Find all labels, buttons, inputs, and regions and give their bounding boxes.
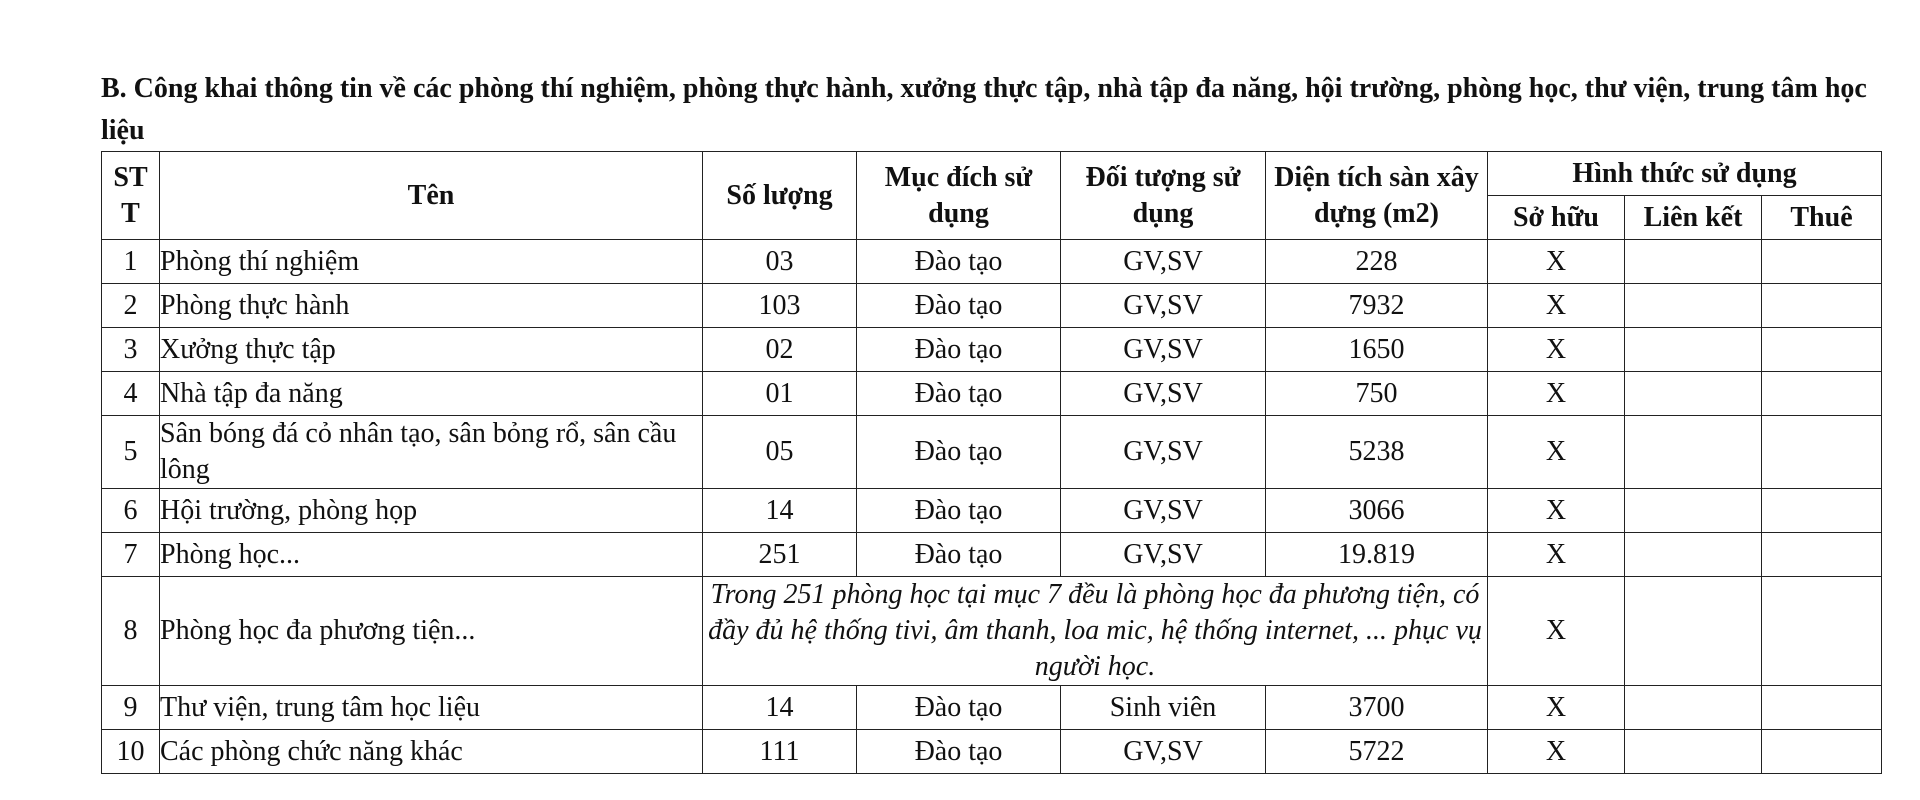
cell-so-luong: 111 <box>703 730 857 774</box>
cell-stt: 8 <box>102 577 160 686</box>
cell-dien-tich: 7932 <box>1266 284 1488 328</box>
cell-stt: 6 <box>102 489 160 533</box>
table-row <box>102 240 1882 284</box>
cell-ten: Phòng thực hành <box>160 284 703 328</box>
table-row <box>102 577 1882 686</box>
table-row <box>102 489 1882 533</box>
cell-muc-dich: Đào tạo <box>857 240 1061 284</box>
cell-doi-tuong: GV,SV <box>1061 372 1266 416</box>
cell-stt: 1 <box>102 240 160 284</box>
cell-ten: Phòng học đa phương tiện... <box>160 577 703 686</box>
cell-doi-tuong: GV,SV <box>1061 328 1266 372</box>
cell-thue <box>1762 416 1882 489</box>
cell-muc-dich: Đào tạo <box>857 416 1061 489</box>
cell-thue <box>1762 577 1882 686</box>
section-heading: B. Công khai thông tin về các phòng thí nghiệm, phòng thực hành, xưởng thực tập, nhà tập đa năng, hội trường, phòng học, thư viện, trung tâm học liệu <box>101 73 1867 146</box>
cell-stt: 4 <box>102 372 160 416</box>
cell-so-luong: 05 <box>703 416 857 489</box>
cell-muc-dich: Đào tạo <box>857 489 1061 533</box>
cell-lien-ket <box>1625 489 1762 533</box>
header-hinh-thuc: Hình thức sử dụng <box>1488 152 1882 196</box>
cell-so-huu: X <box>1488 489 1625 533</box>
cell-thue <box>1762 533 1882 577</box>
cell-thue <box>1762 489 1882 533</box>
cell-ten: Nhà tập đa năng <box>160 372 703 416</box>
cell-so-luong: 103 <box>703 284 857 328</box>
cell-merged-note: Trong 251 phòng học tại mục 7 đều là phòng học đa phương tiện, có đầy đủ hệ thống tivi, âm thanh, loa mic, hệ thống internet, ... phục vụ người học. <box>703 577 1488 686</box>
cell-muc-dich: Đào tạo <box>857 730 1061 774</box>
cell-dien-tich: 228 <box>1266 240 1488 284</box>
cell-thue <box>1762 730 1882 774</box>
cell-doi-tuong: GV,SV <box>1061 284 1266 328</box>
cell-lien-ket <box>1625 577 1762 686</box>
cell-so-huu: X <box>1488 533 1625 577</box>
table-row <box>102 372 1882 416</box>
cell-lien-ket <box>1625 284 1762 328</box>
header-thue: Thuê <box>1762 196 1882 240</box>
cell-thue <box>1762 284 1882 328</box>
cell-so-huu: X <box>1488 240 1625 284</box>
cell-muc-dich: Đào tạo <box>857 284 1061 328</box>
cell-so-luong: 02 <box>703 328 857 372</box>
cell-so-huu: X <box>1488 416 1625 489</box>
cell-ten: Phòng học... <box>160 533 703 577</box>
cell-so-huu: X <box>1488 686 1625 730</box>
cell-dien-tich: 5238 <box>1266 416 1488 489</box>
table-row <box>102 328 1882 372</box>
cell-stt: 10 <box>102 730 160 774</box>
cell-thue <box>1762 372 1882 416</box>
header-so-luong: Số lượng <box>703 152 857 240</box>
table-body <box>102 240 1882 774</box>
table-row <box>102 686 1882 730</box>
cell-ten: Xưởng thực tập <box>160 328 703 372</box>
header-doi-tuong: Đối tượng sử dụng <box>1061 152 1266 240</box>
cell-dien-tich: 750 <box>1266 372 1488 416</box>
cell-so-huu: X <box>1488 577 1625 686</box>
cell-thue <box>1762 328 1882 372</box>
facilities-table <box>101 151 1882 774</box>
cell-muc-dich: Đào tạo <box>857 533 1061 577</box>
cell-doi-tuong: Sinh viên <box>1061 686 1266 730</box>
header-muc-dich: Mục đích sử dụng <box>857 152 1061 240</box>
cell-stt: 9 <box>102 686 160 730</box>
cell-doi-tuong: GV,SV <box>1061 240 1266 284</box>
cell-doi-tuong: GV,SV <box>1061 533 1266 577</box>
table-row <box>102 533 1882 577</box>
cell-thue <box>1762 240 1882 284</box>
cell-dien-tich: 19.819 <box>1266 533 1488 577</box>
cell-so-luong: 14 <box>703 489 857 533</box>
header-dien-tich: Diện tích sàn xây dựng (m2) <box>1266 152 1488 240</box>
cell-muc-dich: Đào tạo <box>857 372 1061 416</box>
cell-muc-dich: Đào tạo <box>857 686 1061 730</box>
cell-ten: Các phòng chức năng khác <box>160 730 703 774</box>
cell-so-huu: X <box>1488 328 1625 372</box>
table-row <box>102 416 1882 489</box>
cell-ten: Sân bóng đá cỏ nhân tạo, sân bỏng rổ, sân cầu lông <box>160 416 703 489</box>
cell-so-huu: X <box>1488 730 1625 774</box>
table-row <box>102 284 1882 328</box>
header-so-huu: Sở hữu <box>1488 196 1625 240</box>
cell-thue <box>1762 686 1882 730</box>
cell-lien-ket <box>1625 372 1762 416</box>
cell-lien-ket <box>1625 533 1762 577</box>
cell-ten: Thư viện, trung tâm học liệu <box>160 686 703 730</box>
cell-lien-ket <box>1625 328 1762 372</box>
header-stt: ST T <box>102 152 160 240</box>
cell-lien-ket <box>1625 240 1762 284</box>
cell-ten: Hội trường, phòng họp <box>160 489 703 533</box>
header-lien-ket: Liên kết <box>1625 196 1762 240</box>
table-header <box>102 152 1882 240</box>
cell-lien-ket <box>1625 416 1762 489</box>
cell-doi-tuong: GV,SV <box>1061 489 1266 533</box>
table-row <box>102 730 1882 774</box>
cell-stt: 7 <box>102 533 160 577</box>
cell-so-luong: 01 <box>703 372 857 416</box>
cell-stt: 3 <box>102 328 160 372</box>
cell-so-luong: 14 <box>703 686 857 730</box>
cell-so-luong: 03 <box>703 240 857 284</box>
cell-dien-tich: 5722 <box>1266 730 1488 774</box>
cell-doi-tuong: GV,SV <box>1061 730 1266 774</box>
cell-lien-ket <box>1625 686 1762 730</box>
cell-ten: Phòng thí nghiệm <box>160 240 703 284</box>
cell-so-huu: X <box>1488 372 1625 416</box>
cell-dien-tich: 3066 <box>1266 489 1488 533</box>
cell-stt: 5 <box>102 416 160 489</box>
cell-dien-tich: 1650 <box>1266 328 1488 372</box>
header-ten: Tên <box>160 152 703 240</box>
cell-dien-tich: 3700 <box>1266 686 1488 730</box>
cell-lien-ket <box>1625 730 1762 774</box>
cell-muc-dich: Đào tạo <box>857 328 1061 372</box>
cell-so-luong: 251 <box>703 533 857 577</box>
cell-doi-tuong: GV,SV <box>1061 416 1266 489</box>
cell-so-huu: X <box>1488 284 1625 328</box>
cell-stt: 2 <box>102 284 160 328</box>
